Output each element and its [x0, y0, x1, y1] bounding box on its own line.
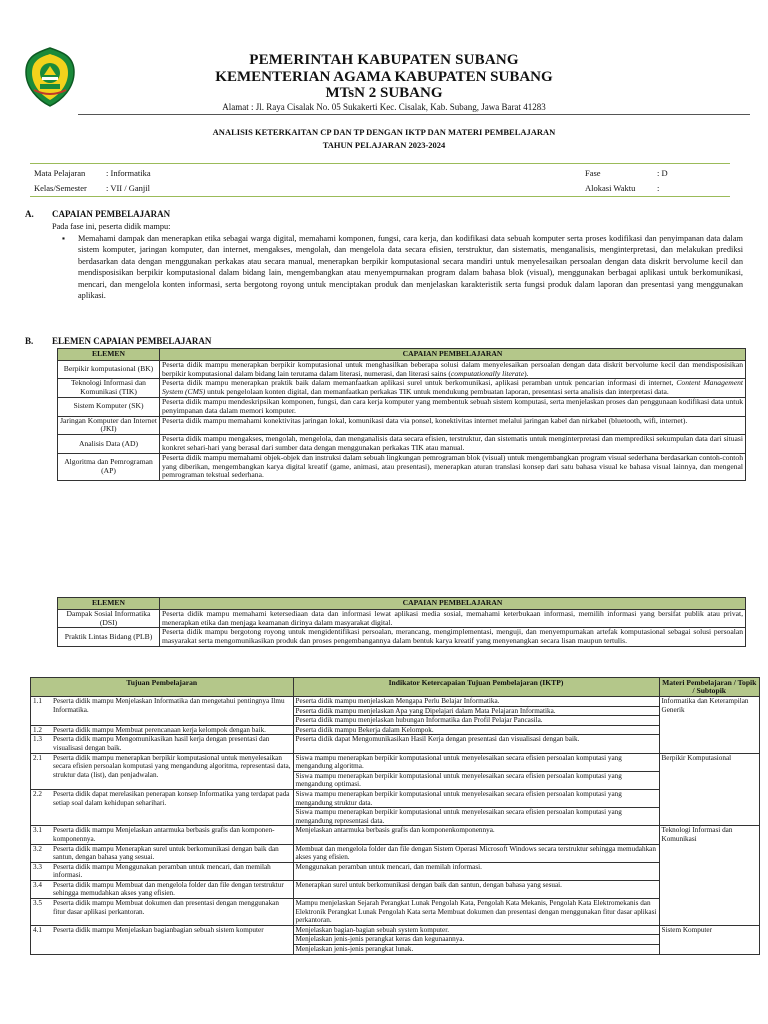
cp-text-italic: Content Management System (CMS) [162, 378, 743, 397]
tp-cell: Peserta didik mampu Membuat dan mengelola folder dan file dengan terstruktur sehingga memudahkan akses yang efisien. [51, 880, 293, 898]
tp-number: 3.2 [31, 844, 52, 862]
table-row [58, 416, 746, 435]
cp-text: untuk pengelolaan konten digital, dan memanfaatkan perkakas TIK untuk mendukung pembuatan laporan, presentasi serta analisis dan interpretasi data. [205, 387, 669, 397]
cp-text-italic: computationally literate [450, 368, 525, 378]
elemen-cp-table [57, 348, 746, 481]
tp-number: 1.2 [31, 725, 52, 735]
table-row [58, 360, 746, 379]
section-a-letter: A. [25, 209, 34, 219]
iktp-cell: Menjelaskan jenis-jenis perangkat lunak. [293, 945, 659, 955]
cp-text: Peserta didik mampu mendeskripsikan komponen, fungsi, dan cara kerja komputer yang membentuk sebuah sistem komputasi, serta menjelaskan proses dan penggunaan kodifikasi data untuk penyimpanan data dalam memori komputer. [162, 396, 743, 415]
table-row [31, 925, 760, 935]
section-a-heading: CAPAIAN PEMBELAJARAN [52, 209, 171, 219]
tp-cell: Peserta didik mampu Menerapkan surel untuk berkomunikasi dengan baik dan santun, dengan bahasa yang sesuai. [51, 844, 293, 862]
iktp-cell: Siswa mampu menerapkan berpikir komputasional untuk menyelesaikan secara efisien persoalan komputasi yang mengandung optimasi. [293, 771, 659, 789]
tp-cell: Peserta didik mampu menerapkan berpikir komputasional untuk menyelesaikan secara efisien persoalan komputasi yang mengandung algoritma, representasi data, struktur data (list), dan penjadwalan. [51, 753, 293, 789]
tp-cell: Peserta didik mampu Menjelaskan bagianbagian sebuah sistem komputer [51, 925, 293, 954]
header-line-2: KEMENTERIAN AGAMA KABUPATEN SUBANG [215, 69, 553, 85]
header-line-1: PEMERINTAH KABUPATEN SUBANG [249, 52, 519, 68]
elemen-cell: Sistem Komputer (SK) [58, 397, 160, 416]
table-row [58, 397, 746, 416]
document-title: ANALISIS KETERKAITAN CP DAN TP DENGAN IKTP DAN MATERI PEMBELAJARAN [212, 127, 556, 137]
iktp-cell: Menggunakan peramban untuk mencari, dan memilah informasi. [293, 862, 659, 880]
table-row [31, 735, 760, 753]
cp-cell [160, 453, 746, 480]
iktp-cell: Peserta didik mampu Bekerja dalam Kelompok. [293, 725, 659, 735]
elemen-cell: Praktik Lintas Bidang (PLB) [58, 628, 160, 647]
iktp-cell: Menerapkan surel untuk berkomunikasi dengan baik dan santun, dengan bahasa yang sesuai. [293, 880, 659, 898]
section-b-heading: ELEMEN CAPAIAN PEMBELAJARAN [52, 336, 212, 346]
materi-cell: Berpikir Komputasional [659, 753, 760, 826]
tp-cell: Peserta didik mampu Membuat dokumen dan presentasi dengan menggunakan fitur dasar aplikasi perkantoran. [51, 899, 293, 926]
materi-cell: Teknologi Informasi dan Komunikasi [659, 826, 760, 926]
alokasi-label: Alokasi Waktu [585, 183, 636, 193]
table-row [31, 862, 760, 880]
cp-cell [160, 379, 746, 398]
cp-cell: Peserta didik mampu bergotong royong untuk mengidentifikasi persoalan, merancang, mengimplementasi, menguji, dan menyempurnakan artefak komputasional sebagai solusi persoalan masyarakat serta mengomunikasikan produk dan proses pengembangannya dalam bentuk karya kreatif yang menyenangkan secara lisan maupun tertulis. [160, 628, 746, 647]
tp-cell: Peserta didik mampu Mengomunikasikan hasil kerja dengan presentasi dan visualisasi dengan baik. [51, 735, 293, 753]
tp-cell: Peserta didik mampu Membuat perencanaan kerja kelompok dengan baik. [51, 725, 293, 735]
table-row [31, 789, 760, 807]
subject-info-box [30, 163, 730, 197]
tp-number: 3.4 [31, 880, 52, 898]
iktp-cell: Peserta didik mampu menjelaskan Apa yang Dipelajari dalam Mata Pelajaran Informatika. [293, 706, 659, 716]
table-row [31, 725, 760, 735]
iktp-cell: Mampu menjelaskan Sejarah Perangkat Lunak Pengolah Kata, Pengolah Kata Mekanis, Pengolah Kata Elektromekanis dan Elektronik Perangkat Lunak Pengolah Kata serta Membuat dokumen dan presentasi dengan menggunakan fitur dasar aplikasi perkantoran. [293, 899, 659, 926]
col-tp-header: Tujuan Pembelajaran [31, 678, 294, 697]
table-row [31, 826, 760, 844]
document-year: TAHUN PELAJARAN 2023-2024 [322, 140, 446, 150]
elemen-cell: Teknologi Informasi dan Komunikasi (TIK) [58, 379, 160, 398]
tp-cell: Peserta didik mampu Menjelaskan antarmuka berbasis grafis dan komponen-komponennya. [51, 826, 293, 844]
alokasi-value: : [657, 183, 660, 193]
materi-cell: Informatika dan Keterampilan Generik [659, 697, 760, 754]
iktp-cell: Menjelaskan antarmuka berbasis grafis dan komponenkomponennya. [293, 826, 659, 844]
elemen-cp-table-continued [57, 597, 746, 647]
bullet-icon: ▪ [62, 234, 65, 243]
cp-text: Peserta didik mampu mengakses, mengolah, mengelola, dan menganalisis data secara efisien, terstruktur, dan sistematis untuk menginterpretasi dan memprediksi sekumpulan data dari situasi konkret sehari-hari yang berasal dari sumber data dengan menggunakan perkakas TIK atau manual. [162, 434, 743, 452]
iktp-cell: Siswa mampu menerapkan berpikir komputasional untuk menyelesaikan secara efisien persoalan komputasi yang mengandung algoritma. [293, 753, 659, 771]
fase-label: Fase [585, 168, 601, 178]
section-b-letter: B. [25, 336, 34, 346]
tp-cell: Peserta didik mampu Menjelaskan Informatika dan mengetahui pentingnya Ilmu Informatika. [51, 697, 293, 726]
elemen-cell: Analisis Data (AD) [58, 435, 160, 454]
cp-cell [160, 435, 746, 454]
cp-text: Peserta didik mampu memahami objek-objek dan instruksi dalam sebuah lingkungan pemrograman blok (visual) untuk mengembangkan program visual sederhana berdasarkan contoh-contoh yang diberikan, mengembangkan karya digital kreatif (game, animasi, atau presentasi), menerapkan aturan translasi konsep dari satu bahasa visual ke bahasa visual lainnya, dan mengenal pemrograman tekstual sederhana. [162, 452, 743, 480]
col-elemen-header: ELEMEN [58, 349, 160, 361]
tp-cell: Peserta didik mampu Menggunakan peramban untuk mencari, dan memilah informasi. [51, 862, 293, 880]
iktp-cell: Peserta didik dapat Mengomunikasikan Hasil Kerja dengan presentasi dan visualisasi dengan baik. [293, 735, 659, 753]
iktp-cell: Peserta didik mampu menjelaskan hubungan Informatika dan Profil Pelajar Pancasila. [293, 716, 659, 726]
elemen-cell: Berpikir komputasional (BK) [58, 360, 160, 379]
table-row [58, 609, 746, 628]
elemen-cell: Algoritma dan Pemrograman (AP) [58, 453, 160, 480]
elemen-cell: Jaringan Komputer dan Internet (JKI) [58, 416, 160, 435]
table-row [58, 628, 746, 647]
tp-iktp-table [30, 677, 760, 955]
table-row [58, 379, 746, 398]
cp-text: Peserta didik mampu menerapkan praktik baik dalam memanfaatkan aplikasi surel untuk berkomunikasi, aplikasi peramban untuk pencarian informasi di internet, [162, 378, 677, 388]
header-address: Alamat : Jl. Raya Cisalak No. 05 Sukakerti Kec. Cisalak, Kab. Subang, Jawa Barat 41283 [222, 102, 546, 112]
table-row [31, 844, 760, 862]
iktp-cell: Peserta didik mampu menjelaskan Mengapa Perlu Belajar Informatika. [293, 697, 659, 707]
section-a-bullet: Memahami dampak dan menerapkan etika sebagai warga digital, memahami komponen, fungsi, cara kerja, dan kodifikasi data sebuah komputer serta proses kodifikasi dan penyimpanan data dalam sistem komputer, jaringan komputer, dan internet, mengakses, mengolah, dan mengelola data secara efisien, terstruktur, dan sistematis, menganalisis, menginterpretasi, dan melakukan prediksi berdasarkan data dengan menggunakan perkakas atau secara manual, menerapkan berpikir komputasional secara mandiri untuk menyelesaikan persoalan dengan data diskrit bervolume kecil dan mendisposisikan berpikir komputasional dalam bidang lain, mengembangkan atau menyempurnakan program dalam bahasa blok (visual), menggunakan berbagai aplikasi untuk berkomunikasi, mencari, dan mengelola konten informasi, serta bergotong royong untuk menciptakan produk dan menjelaskan karakteristik serta fungsi produk dalam laporan dan presentasi yang menggunakan aplikasi. [78, 234, 743, 301]
iktp-cell: Menjelaskan bagian-bagian sebuah system komputer. [293, 925, 659, 935]
cp-cell [160, 360, 746, 379]
tp-number: 1.3 [31, 735, 52, 753]
iktp-cell: Siswa mampu menerapkan berpikir komputasional untuk menyelesaikan secara efisien persoalan komputasi yang mengandung struktur data. [293, 789, 659, 807]
header-divider [78, 114, 750, 115]
col-elemen-header: ELEMEN [58, 598, 160, 610]
cp-text: ). [524, 368, 529, 378]
cp-text: Peserta didik mampu memahami konektivitas jaringan lokal, komunikasi data via ponsel, konektivitas internet melalui jaringan kabel dan nirkabel (bluetooth, wifi, internet). [162, 415, 688, 425]
cp-cell: Peserta didik mampu memahami ketersediaan data dan informasi lewat aplikasi media sosial, memahami keterbukaan informasi, memilih informasi yang bersifat publik atau privat, menerapkan etika dan menjaga keamanan dirinya dalam masyarakat digital. [160, 609, 746, 628]
cp-text: Peserta didik mampu menerapkan berpikir komputasional untuk menghasilkan beberapa solusi dalam menyelesaikan persoalan dengan data diskrit bervolume kecil dan mendisposisikan berpikir komputasional dalam bidang lain terutama dalam literasi, numerasi, dan literasi sains ( [162, 359, 743, 378]
table-row [31, 899, 760, 926]
materi-cell: Sistem Komputer [659, 925, 760, 954]
iktp-cell: Membuat dan mengelola folder dan file dengan Sistem Operasi Microsoft Windows secara terstruktur sehingga memudahkan akses yang efisien. [293, 844, 659, 862]
kelas-label: Kelas/Semester [34, 183, 87, 193]
mapel-label: Mata Pelajaran [34, 168, 86, 178]
tp-number: 1.1 [31, 697, 52, 726]
section-a-intro: Pada fase ini, peserta didik mampu: [52, 222, 171, 231]
table-row [31, 880, 760, 898]
mapel-value: : Informatika [106, 168, 151, 178]
tp-number: 3.3 [31, 862, 52, 880]
col-materi-header: Materi Pembelajaran / Topik / Subtopik [659, 678, 760, 697]
tp-number: 3.5 [31, 899, 52, 926]
tp-number: 2.2 [31, 789, 52, 825]
tp-cell: Peserta didik dapat merelasikan penerapan konsep Informatika yang terdapat pada setiap soal dalam kehidupan seharihari. [51, 789, 293, 825]
elemen-cell: Dampak Sosial Informatika (DSI) [58, 609, 160, 628]
table-row [58, 453, 746, 480]
col-iktp-header: Indikator Ketercapaian Tujuan Pembelajaran (IKTP) [293, 678, 659, 697]
header-line-3: MTsN 2 SUBANG [325, 85, 443, 101]
tp-number: 4.1 [31, 925, 52, 954]
table-row [31, 753, 760, 771]
tp-number: 3.1 [31, 826, 52, 844]
table-row [58, 435, 746, 454]
iktp-cell: Menjelaskan jenis-jenis perangkat keras dan kegunaannya. [293, 935, 659, 945]
kelas-value: : VII / Ganjil [106, 183, 150, 193]
cp-cell [160, 397, 746, 416]
iktp-cell: Siswa mampu menerapkan berpikir komputasional untuk menyelesaikan secara efisien persoalan komputasi yang mengandung representasi data. [293, 808, 659, 826]
col-cp-header: CAPAIAN PEMBELAJARAN [160, 598, 746, 610]
cp-cell [160, 416, 746, 435]
tp-number: 2.1 [31, 753, 52, 789]
table-row [31, 697, 760, 707]
fase-value: : D [657, 168, 668, 178]
col-cp-header: CAPAIAN PEMBELAJARAN [160, 349, 746, 361]
